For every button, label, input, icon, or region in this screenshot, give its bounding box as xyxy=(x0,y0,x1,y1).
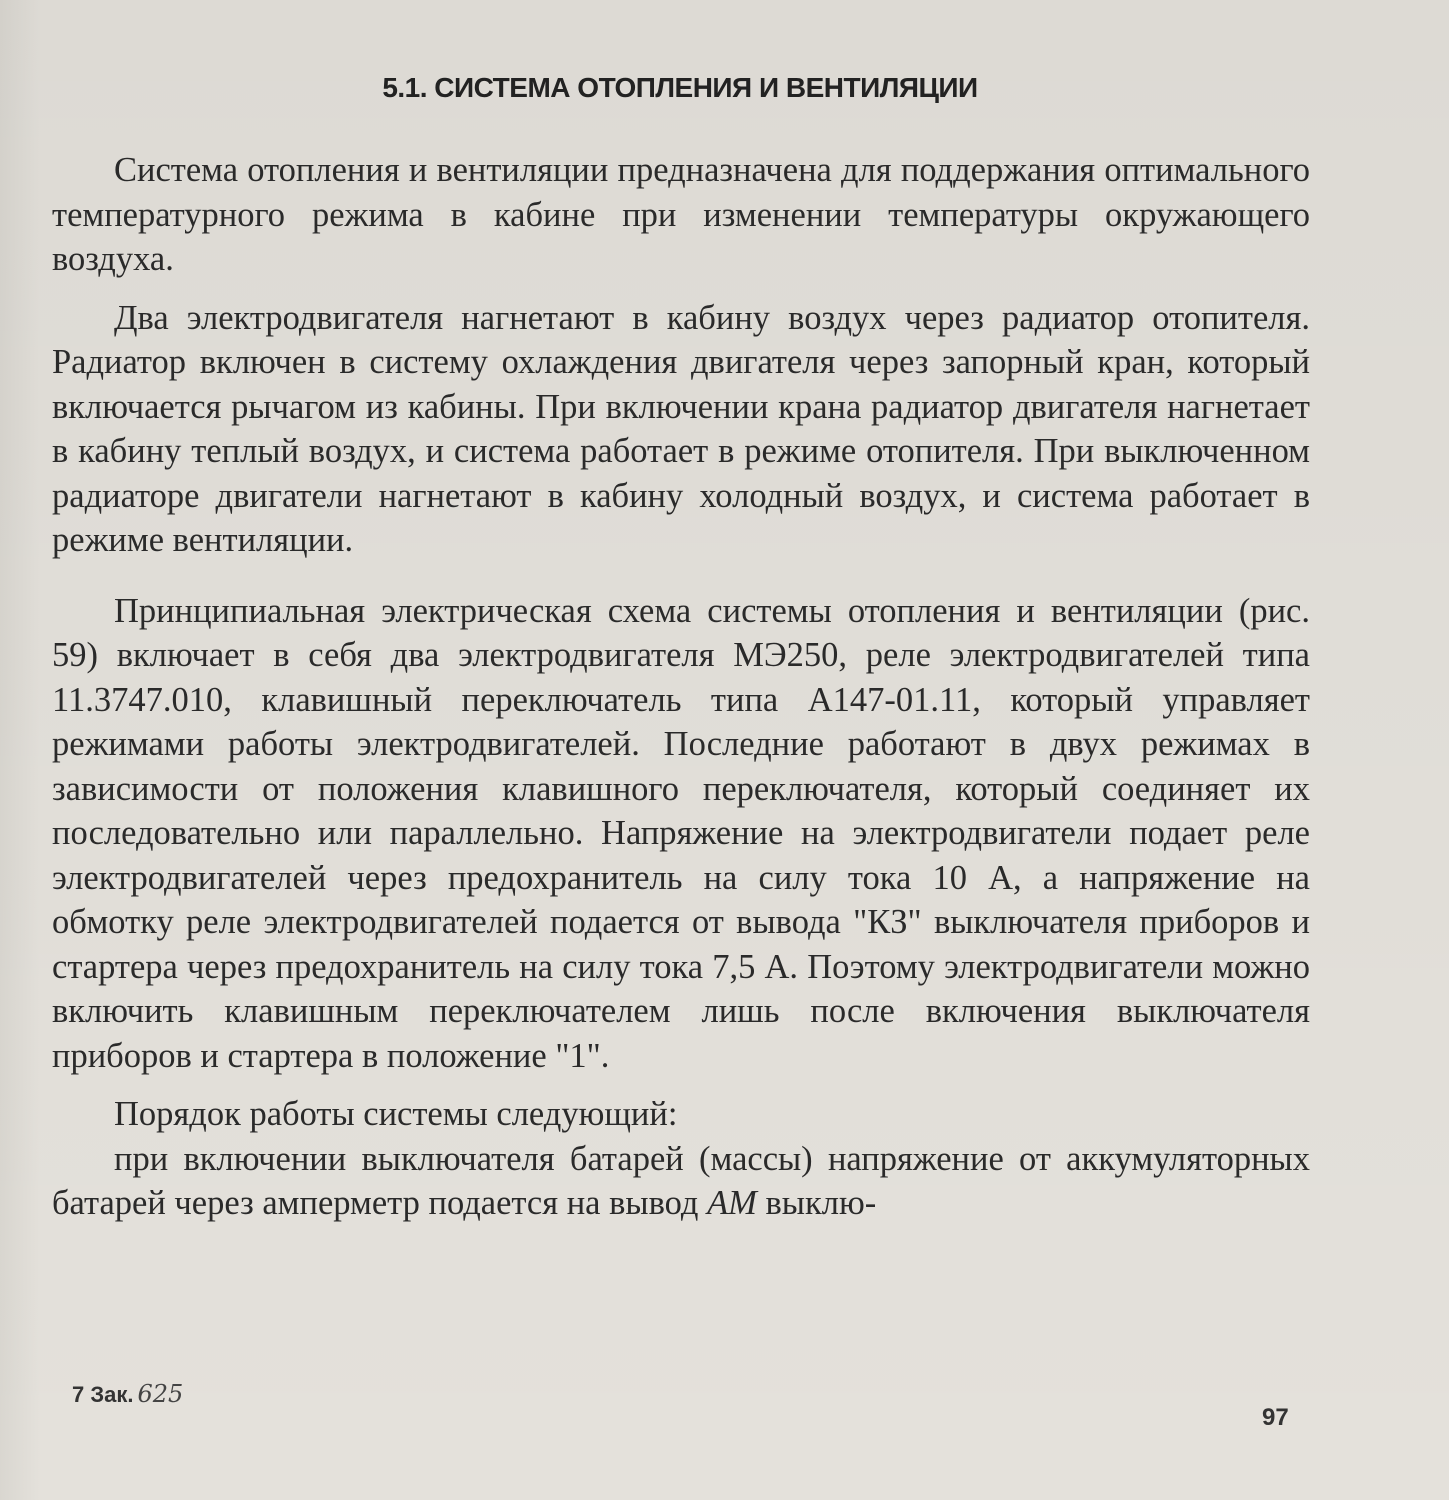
paragraph-battery-switch-end: выклю- xyxy=(756,1184,877,1222)
paragraph-battery-switch-start: при включении выключателя батарей (массы) напряжение от аккумуляторных батарей через амперметр подается на вывод xyxy=(52,1139,1310,1222)
paragraph-circuit-diagram: Принципиальная электрическая схема системы отопления и вентиляции (рис. 59) включает в себя два электродвигателя МЭ250, реле электродвигателей типа 11.3747.010, клавишный переключатель типа А147-01.11, который управляет режимами работы электродвигателей. Последние работают в двух режимах в зависимости от положения клавишного переключателя, который соединяет их последовательно или параллельно. Напряжение на электродвигатели подает реле электродвигателей через предохранитель на силу тока 10 А, а напряжение на обмотку реле электродвигателей подается от вывода "КЗ" выключателя приборов и стартера через предохранитель на силу тока 7,5 А. Поэтому электродвигатели можно включить клавишным переключателем лишь после включения выключателя приборов и стартера в положение "1". xyxy=(52,591,1310,1075)
paragraph-work-order: Порядок работы системы следующий: xyxy=(114,1095,678,1133)
body-text xyxy=(52,148,1310,1226)
section-heading: 5.1. СИСТЕМА ОТОПЛЕНИЯ И ВЕНТИЛЯЦИИ xyxy=(382,72,978,103)
handwritten-order-number: 625 xyxy=(137,1380,184,1408)
paragraph-battery-switch xyxy=(52,1137,1310,1226)
print-order-label: 7 Зак. xyxy=(72,1382,134,1407)
page-number: 97 xyxy=(1262,1404,1289,1431)
paragraph-purpose: Система отопления и вентиляции предназначена для поддержания оптимального температурного режима в кабине при изменении температуры окружающего воздуха. xyxy=(52,151,1310,278)
print-order-mark xyxy=(72,1380,183,1408)
terminal-am-label: АМ xyxy=(707,1184,757,1222)
paragraph-operation: Два электродвигателя нагнетают в кабину воздух через радиатор отопителя. Радиатор включен в систему охлаждения двигателя через запорный кран, который включается рычагом из кабины. При включении крана радиатор двигателя нагнетает в кабину теплый воздух, и система работает в режиме отопителя. При выключенном радиаторе двигатели нагнетают в кабину холодный воздух, и система работает в режиме вентиляции. xyxy=(52,298,1310,559)
